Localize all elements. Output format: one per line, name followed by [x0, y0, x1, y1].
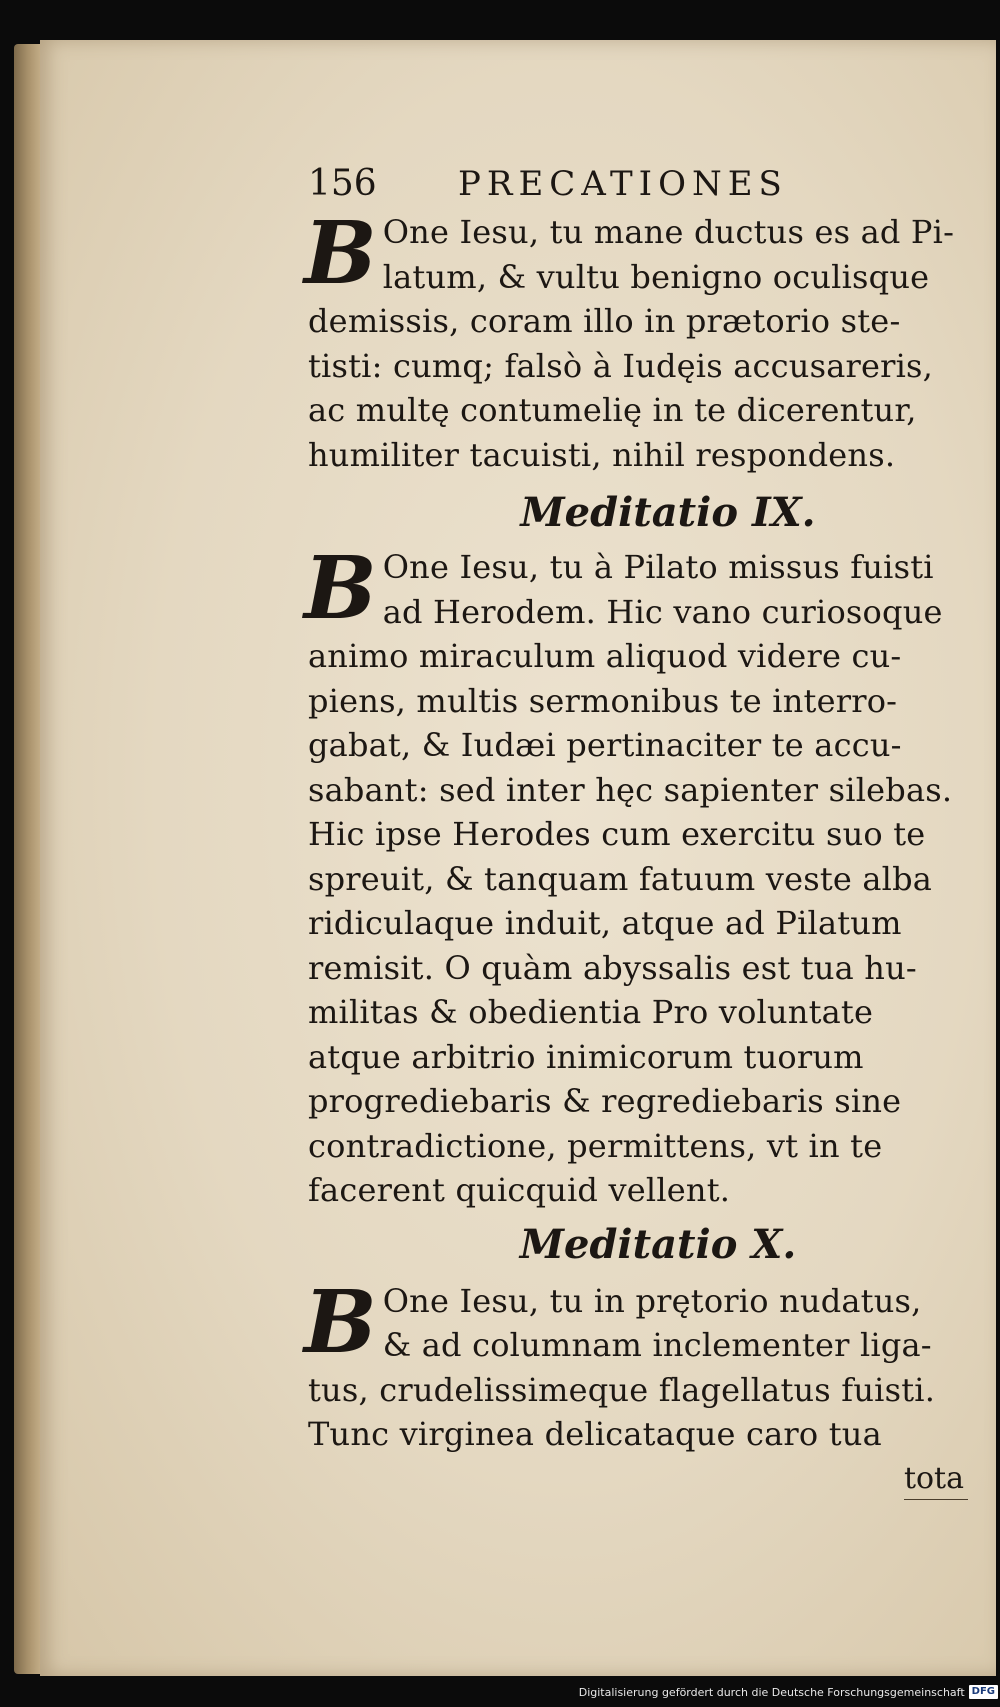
digitization-credit	[579, 1683, 998, 1701]
catchword: tota	[904, 1459, 968, 1500]
text-line: spreuit, & tanquam fatuum veste alba	[308, 859, 933, 898]
text-line: ac multę contumelię in te dicerentur,	[308, 391, 917, 429]
text-line: One Iesu, tu in prętorio nudatus,	[382, 1281, 922, 1320]
text-line: & ad columnam inclementer liga-	[382, 1326, 932, 1364]
drop-initial: B	[304, 1271, 377, 1373]
text-line: One Iesu, tu à Pilato missus fuisti	[382, 548, 934, 586]
running-title: PRECATIONES	[458, 164, 788, 204]
text-line: remisit. O quàm abyssalis est tua hu-	[308, 948, 917, 987]
text-line: animo miraculum aliquod videre cu-	[308, 637, 902, 675]
text-line: facerent quicquid vellent.	[308, 1171, 731, 1209]
meditation-9-text	[304, 538, 968, 1213]
text-line: tisti: cumq; falsò à Iudęis accusareris,	[308, 346, 934, 385]
text-line: militas & obedientia Pro voluntate	[308, 993, 874, 1031]
text-block	[304, 158, 968, 1500]
meditation-10-text	[304, 1271, 968, 1457]
text-line: ridiculaque induit, atque ad Pilatum	[308, 904, 902, 942]
drop-initial: B	[304, 538, 377, 639]
text-line: humiliter tacuisti, nihil respondens.	[308, 435, 896, 474]
text-line: tus, crudelissimeque flagellatus fuisti.	[308, 1370, 936, 1409]
text-line: contradictione, permittens, vt in te	[308, 1126, 883, 1165]
text-line: progrediebaris & regrediebaris sine	[308, 1082, 902, 1120]
text-line: latum, & vultu benigno oculisque	[382, 257, 930, 296]
meditation-8-text	[304, 203, 968, 477]
credit-text: Digitalisierung gefördert durch die Deutsche Forschungsgemeinschaft	[578, 1685, 965, 1699]
page-number: 156	[308, 163, 377, 204]
text-line: demissis, coram illo in prætorio ste-	[308, 302, 901, 340]
text-line: Hic ipse Herodes cum exercitu suo te	[308, 815, 926, 853]
dfg-logo: DFG	[969, 1685, 998, 1699]
page-header	[308, 158, 968, 210]
text-line: Tunc virginea delicataque caro tua	[308, 1415, 882, 1453]
meditation-9-heading: Meditatio IX.	[520, 489, 816, 536]
text-line: One Iesu, tu mane ductus es ad Pi-	[382, 213, 955, 251]
drop-initial: B	[304, 203, 377, 304]
text-line: gabat, & Iudæi pertinaciter te accu-	[308, 726, 902, 764]
text-line: sabant: sed inter hęc sapienter silebas.	[308, 770, 953, 809]
text-line: piens, multis sermonibus te interro-	[308, 681, 898, 720]
text-line: ad Herodem. Hic vano curiosoque	[382, 592, 943, 631]
meditation-10-heading: Meditatio X.	[519, 1220, 797, 1268]
text-line: atque arbitrio inimicorum tuorum	[308, 1037, 864, 1076]
